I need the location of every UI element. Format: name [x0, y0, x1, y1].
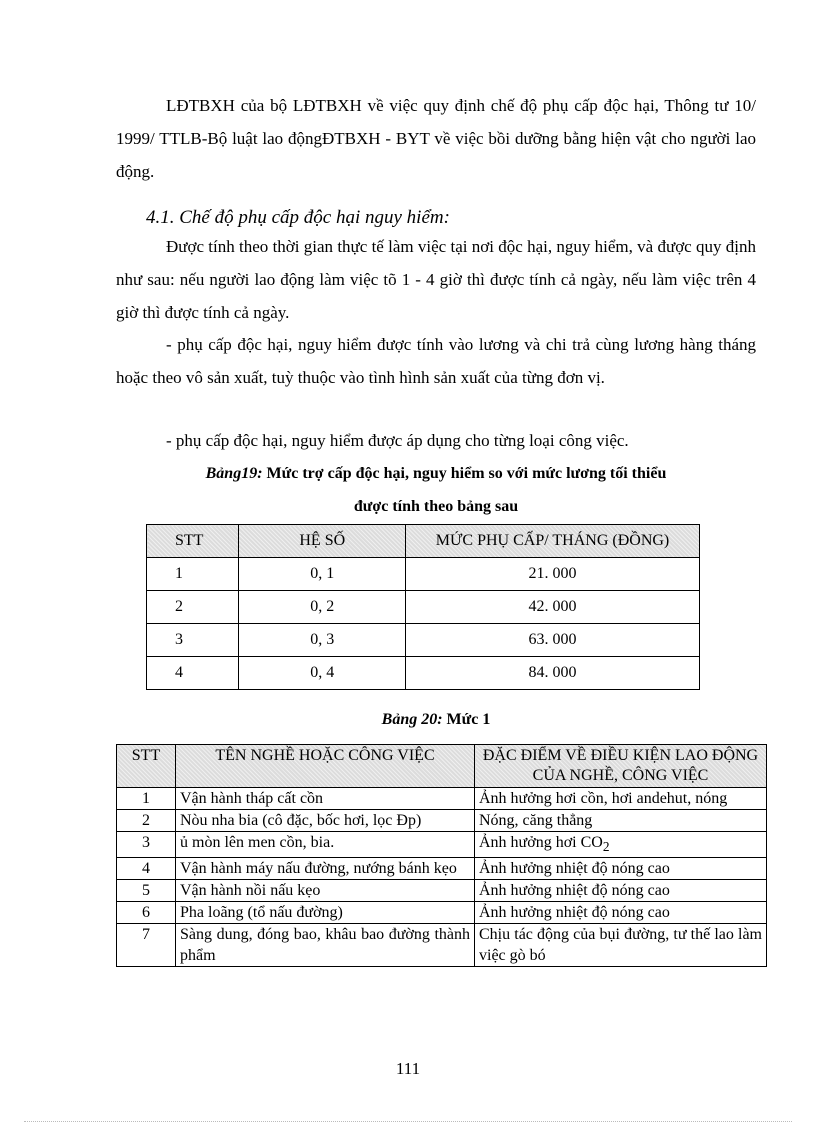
cell-muc-phu-cap: 84. 000 — [406, 657, 700, 690]
cell-he-so: 0, 4 — [239, 657, 406, 690]
cell-stt: 6 — [117, 902, 176, 924]
cell-conditions: Ảnh hưởng hơi cồn, hơi andehut, nóng — [475, 788, 767, 810]
cell-stt: 2 — [117, 810, 176, 832]
cell-he-so: 0, 2 — [239, 591, 406, 624]
cell-stt: 3 — [147, 624, 239, 657]
cell-stt: 1 — [147, 558, 239, 591]
occupation-conditions-table — [116, 744, 767, 967]
table19-caption — [116, 457, 756, 523]
table19-caption-label: Bảng19: — [205, 465, 263, 482]
section-heading: 4.1. Chế độ phụ cấp độc hại nguy hiểm: — [146, 207, 450, 228]
cell-he-so: 0, 3 — [239, 624, 406, 657]
table19-caption-line2: được tính theo bảng sau — [353, 498, 519, 515]
cell-occupation: ủ mòn lên men cồn, bia. — [176, 832, 475, 858]
cell-conditions: Ảnh hưởng nhiệt độ nóng cao — [475, 880, 767, 902]
allowance-rate-table — [146, 524, 700, 690]
table-row — [117, 924, 767, 967]
cell-stt: 5 — [117, 880, 176, 902]
cell-he-so: 0, 1 — [239, 558, 406, 591]
paragraph-allowance-payment: - phụ cấp độc hại, nguy hiểm được tính vào lương và chi trả cùng lương hàng tháng hoặc theo vô sản xuất, tuỳ thuộc vào tình hình sản xuất của từng đơn vị. — [116, 335, 756, 387]
table20-caption-label: Bảng 20: — [381, 711, 443, 728]
table-row — [117, 832, 767, 858]
cell-stt: 3 — [117, 832, 176, 858]
cell-stt: 4 — [147, 657, 239, 690]
cell-stt: 2 — [147, 591, 239, 624]
table-row — [117, 810, 767, 832]
co2-subscript: 2 — [602, 839, 610, 855]
cell-conditions-text: Ảnh hưởng hơi CO — [479, 834, 603, 851]
table-row — [147, 657, 700, 690]
table-header-row — [117, 745, 767, 788]
cell-muc-phu-cap: 42. 000 — [406, 591, 700, 624]
paragraph-intro: LĐTBXH của bộ LĐTBXH về việc quy định chế độ phụ cấp độc hại, Thông tư 10/ 1999/ TTLB-Bộ luật lao độngĐTBXH - BYT về việc bồi dưỡng bằng hiện vật cho người lao động. — [116, 96, 756, 181]
cell-occupation: Vận hành tháp cất cồn — [176, 788, 475, 810]
cell-occupation: Nòu nha bia (cô đặc, bốc hơi, lọc Đp) — [176, 810, 475, 832]
header-stt: STT — [117, 745, 176, 788]
table19-caption-line1: Mức trợ cấp độc hại, nguy hiểm so với mức lương tối thiểu — [262, 465, 667, 482]
table-row — [117, 788, 767, 810]
header-occupation: TÊN NGHỀ HOẶC CÔNG VIỆC — [176, 745, 475, 788]
table-row — [117, 902, 767, 924]
paragraph-allowance-scope: - phụ cấp độc hại, nguy hiểm được áp dụng cho từng loại công việc. — [166, 431, 629, 450]
paragraph-working-time: Được tính theo thời gian thực tế làm việc tại nơi độc hại, nguy hiểm, và được quy định như sau: nếu người lao động làm việc tõ 1 - 4 giờ thì được tính cả ngày, nếu làm việc trên 4 giờ thì được tính cả ngày. — [116, 237, 756, 322]
table-row — [117, 880, 767, 902]
cell-stt: 1 — [117, 788, 176, 810]
page-bottom-divider — [24, 1121, 792, 1122]
cell-occupation: Vận hành nồi nấu kẹo — [176, 880, 475, 902]
cell-conditions: Nóng, căng thẳng — [475, 810, 767, 832]
cell-conditions: Ảnh hưởng nhiệt độ nóng cao — [475, 902, 767, 924]
header-stt: STT — [147, 525, 239, 558]
cell-occupation: Sàng dung, đóng bao, khâu bao đường thành phẩm — [176, 924, 475, 967]
cell-stt: 7 — [117, 924, 176, 967]
header-conditions: ĐẶC ĐIỂM VỀ ĐIỀU KIỆN LAO ĐỘNG CỦA NGHỀ, CÔNG VIỆC — [475, 745, 767, 788]
table20-caption-text: Mức 1 — [442, 711, 491, 728]
cell-occupation: Vận hành máy nấu đường, nướng bánh kẹo — [176, 858, 475, 880]
table-row — [117, 858, 767, 880]
table-header-row — [147, 525, 700, 558]
cell-muc-phu-cap: 63. 000 — [406, 624, 700, 657]
cell-muc-phu-cap: 21. 000 — [406, 558, 700, 591]
cell-stt: 4 — [117, 858, 176, 880]
page-number: 111 — [395, 1059, 421, 1078]
table-row — [147, 591, 700, 624]
cell-conditions: Ảnh hưởng nhiệt độ nóng cao — [475, 858, 767, 880]
table-row — [147, 624, 700, 657]
table-row — [147, 558, 700, 591]
cell-conditions — [475, 832, 767, 858]
header-muc-phu-cap: MỨC PHỤ CẤP/ THÁNG (ĐỒNG) — [406, 525, 700, 558]
table20-caption — [116, 703, 756, 736]
header-he-so: HỆ SỐ — [239, 525, 406, 558]
cell-conditions: Chịu tác động của bụi đường, tư thế lao làm việc gò bó — [475, 924, 767, 967]
cell-occupation: Pha loãng (tổ nấu đường) — [176, 902, 475, 924]
